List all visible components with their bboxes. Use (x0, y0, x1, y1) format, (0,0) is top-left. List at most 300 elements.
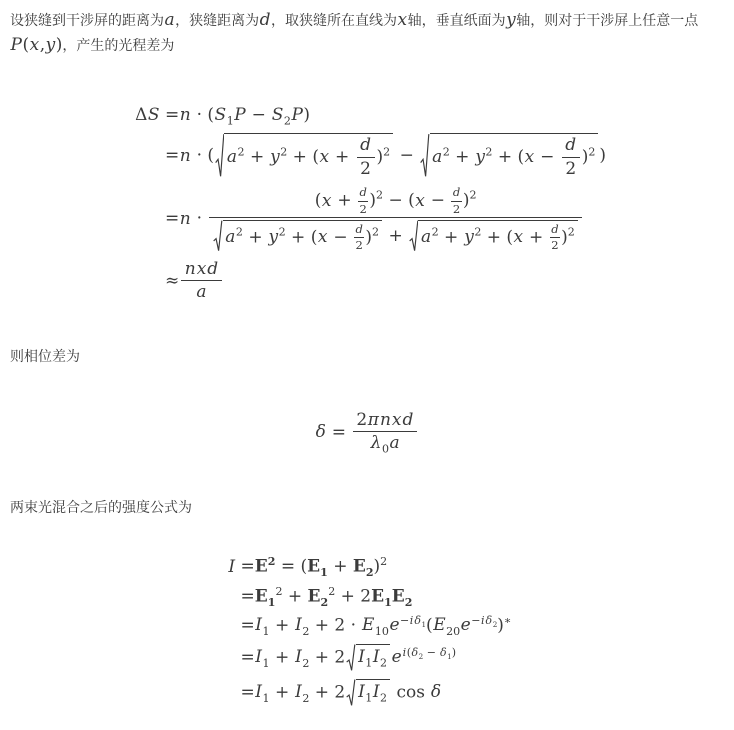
equation-line (223, 556, 512, 578)
math-text: 2 (359, 201, 367, 216)
math-symbol: E (361, 615, 375, 636)
math-text: · ( (191, 104, 215, 125)
equation-line (128, 133, 606, 179)
math-symbol: 1 (384, 595, 392, 609)
math-text: 1 (421, 619, 427, 629)
math-symbol: e (460, 615, 471, 636)
math-symbol: E (254, 557, 268, 578)
math-text: ) (376, 147, 384, 168)
math-symbol: E (391, 586, 405, 607)
radical-icon (346, 644, 355, 672)
math-symbol: S (147, 104, 160, 125)
math-text: − (394, 145, 420, 166)
math-text: + (244, 147, 270, 168)
math-symbol: I (228, 557, 236, 578)
sqrt-body (418, 220, 577, 253)
math-text: + (327, 557, 353, 578)
math-text: + (438, 227, 464, 248)
phase-difference-equation (10, 411, 724, 455)
math-text: = (240, 647, 255, 668)
math-text: 2 (485, 145, 493, 159)
fraction-denominator (209, 217, 581, 253)
math-symbol: P (234, 104, 246, 125)
math-symbol: , (39, 34, 46, 55)
math-symbol: ( (22, 34, 30, 55)
math-text: ( (314, 190, 322, 211)
math-text: ( (426, 615, 433, 636)
math-text: 2 (588, 145, 596, 159)
math-symbol: x (397, 10, 408, 30)
math-text: = (326, 422, 352, 443)
math-symbol: d (565, 135, 577, 156)
math-text: = (240, 682, 255, 703)
math-text: ) (599, 145, 606, 166)
math-text: 2 (383, 145, 391, 159)
math-subscript (382, 442, 389, 455)
math-symbol: E (254, 586, 268, 607)
math-symbol: d (360, 135, 371, 156)
math-symbol: a (164, 10, 175, 30)
math-text: 2 (328, 584, 336, 598)
math-superscript (504, 614, 512, 627)
sqrt-body (224, 133, 393, 179)
math-text: − (534, 147, 560, 168)
math-symbol: x (319, 147, 330, 168)
math-symbol: n (379, 409, 391, 430)
math-text: = (165, 104, 180, 125)
math-text: − (423, 645, 440, 659)
math-text: 2 (431, 225, 439, 239)
math-text: 设狭缝到干涉屏的距离为 (10, 12, 164, 28)
math-square-root (215, 133, 393, 179)
math-text: = (240, 586, 255, 607)
math-fraction (353, 411, 416, 455)
math-text: ≈ (165, 270, 180, 291)
math-symbol: 2 (365, 566, 374, 580)
math-text: 2 (235, 225, 243, 239)
math-text: 2 (567, 225, 575, 239)
math-text: + 2 (309, 682, 346, 703)
radical-icon (215, 133, 224, 179)
math-text: 2 (280, 145, 288, 159)
radical-icon (420, 133, 429, 179)
math-superscript (588, 146, 595, 159)
fraction-denominator (358, 201, 368, 216)
math-symbol: d (452, 185, 461, 200)
fraction-numerator (451, 186, 461, 200)
math-text: 1 (365, 691, 373, 705)
math-square-root (409, 220, 578, 253)
math-superscript (236, 226, 243, 239)
math-square-root (213, 220, 382, 253)
fraction-denominator (354, 237, 364, 252)
math-symbol: d (207, 258, 219, 279)
math-text: 2 (551, 238, 559, 253)
math-subscript (263, 657, 270, 670)
equation-line (128, 186, 606, 252)
math-superscript (471, 614, 497, 627)
math-text: ( (406, 645, 411, 659)
sqrt-body (430, 133, 599, 179)
math-text: ，取狭缝所在直线为 (271, 12, 398, 28)
math-symbol: a (226, 147, 238, 168)
fraction-denominator (451, 201, 461, 216)
math-superscript (383, 146, 390, 159)
math-text: + (269, 682, 295, 703)
math-text: ) (451, 645, 457, 659)
math-text: 2 (474, 225, 482, 239)
math-text: + ( (285, 227, 318, 248)
math-text: 2 (418, 651, 424, 661)
math-text: ) (303, 104, 311, 125)
math-text: 2 (565, 158, 577, 179)
fraction-numerator (562, 136, 580, 157)
equation-rhs (241, 556, 388, 578)
math-subscript (380, 656, 387, 669)
math-symbol: I (358, 646, 365, 667)
math-superscript (279, 226, 286, 239)
math-symbol: d (402, 409, 414, 430)
math-symbol: x (196, 258, 207, 279)
math-symbol: d (259, 10, 271, 30)
math-fraction (181, 260, 221, 303)
equation-lhs (128, 105, 160, 125)
math-symbol: x (391, 409, 402, 430)
math-text: + (269, 615, 295, 636)
math-symbol: S (271, 104, 284, 125)
math-symbol: E (371, 586, 385, 607)
math-text: ) (462, 190, 470, 211)
math-text: = (240, 615, 255, 636)
math-text: ) (365, 227, 373, 248)
math-symbol: δ (430, 682, 442, 703)
math-text: + (329, 147, 355, 168)
math-text: = (165, 208, 180, 229)
math-subscript (320, 566, 328, 579)
sqrt-body (356, 679, 391, 707)
math-text: 2 (302, 624, 310, 638)
math-text: 2 (283, 114, 291, 128)
fraction-denominator (357, 157, 375, 180)
math-symbol: e (389, 615, 400, 636)
equation-line (223, 679, 512, 707)
equation-body (315, 411, 419, 455)
math-superscript (238, 146, 245, 159)
math-text: − (400, 613, 410, 627)
math-text: + ( (481, 227, 514, 248)
sqrt-body (223, 220, 382, 253)
optical-path-difference-equation (10, 98, 724, 310)
math-symbol: E (433, 615, 446, 636)
math-text: ) (581, 147, 589, 168)
math-text: cos (391, 682, 431, 703)
math-symbol: P (10, 34, 22, 55)
math-symbol: 2 (267, 555, 276, 569)
equation-line (223, 615, 512, 637)
math-text: 1 (262, 656, 270, 670)
math-symbol: x (29, 34, 40, 55)
math-fraction (358, 186, 368, 216)
equation-block (128, 98, 606, 310)
radical-icon (213, 220, 222, 253)
math-symbol: S (214, 104, 227, 125)
math-text: 20 (446, 624, 461, 638)
math-text: + (331, 190, 357, 211)
intro-paragraph (10, 8, 724, 58)
fraction-denominator (353, 431, 416, 454)
math-fraction (562, 136, 580, 179)
math-text: 2 (275, 584, 283, 598)
equation-line (223, 644, 512, 672)
math-text: − (425, 190, 451, 211)
math-symbol: y (475, 147, 485, 168)
fraction-denominator (550, 237, 560, 252)
math-symbol: I (372, 646, 380, 667)
fraction-denominator (562, 157, 580, 180)
math-subscript (263, 625, 270, 638)
math-symbol: 2 (320, 595, 329, 609)
math-text: 2 (380, 656, 388, 670)
math-symbol: d (551, 221, 559, 236)
math-text: 1 (262, 691, 270, 705)
math-text: 2 (302, 691, 310, 705)
math-text: = (165, 145, 180, 166)
math-text: ，狭缝距离为 (175, 12, 260, 28)
math-text: 0 (381, 442, 389, 456)
math-text: · ( (191, 145, 215, 166)
math-text: · (191, 208, 208, 229)
math-text: 2 (237, 145, 245, 159)
math-text: + (383, 225, 409, 246)
math-square-root (346, 644, 390, 672)
math-text: 2 (302, 656, 310, 670)
math-text: + 2 (335, 586, 372, 607)
math-text: 2 (469, 188, 477, 202)
equation-line (223, 586, 512, 608)
math-symbol: n (179, 104, 191, 125)
math-text: ，产生的光程差为 (62, 36, 175, 53)
math-symbol: y (268, 227, 279, 248)
math-symbol: δ (315, 422, 326, 443)
math-symbol: I (358, 681, 365, 702)
math-symbol: n (179, 208, 191, 229)
math-text: − ( (383, 190, 415, 211)
math-subscript (380, 691, 387, 704)
math-fraction (209, 186, 581, 252)
math-text: 2 (360, 158, 371, 179)
math-text: − (246, 104, 272, 125)
math-symbol: x (513, 227, 524, 248)
math-text: 1 (262, 624, 270, 638)
math-text: 2 (442, 145, 450, 159)
math-symbol: I (295, 615, 302, 636)
math-symbol: a (225, 227, 236, 248)
math-symbol: x (524, 147, 535, 168)
equation-rhs (241, 679, 442, 707)
math-text: 1 (447, 651, 452, 661)
math-text: − (327, 227, 353, 248)
math-symbol: y (270, 147, 280, 168)
math-text: + 2 (309, 647, 346, 668)
math-symbol: n (184, 258, 196, 279)
equation-line (128, 105, 606, 126)
fraction-numerator (354, 223, 364, 237)
math-symbol: I (255, 647, 263, 668)
equation-rhs (241, 615, 512, 637)
math-text: 轴，垂直纸面为 (407, 12, 506, 28)
math-subscript (446, 625, 460, 638)
math-symbol: x (317, 227, 328, 248)
math-symbol: ) (55, 34, 63, 55)
math-subscript (366, 566, 374, 579)
math-text: ) (497, 615, 504, 636)
math-text: ∗ (503, 613, 512, 627)
math-text: + ( (287, 147, 319, 168)
fraction-numerator (358, 186, 368, 200)
math-text: 2 (492, 619, 498, 629)
math-text: + (449, 147, 475, 168)
math-symbol: 1 (267, 595, 276, 609)
math-symbol: d (355, 221, 363, 236)
math-symbol: δ (440, 645, 447, 659)
math-subscript (227, 114, 234, 127)
math-symbol: I (255, 682, 263, 703)
math-symbol: a (389, 433, 400, 454)
math-fraction (354, 223, 364, 253)
intensity-formula-label: 两束光混合之后的强度公式为 (10, 498, 192, 515)
math-superscript (443, 146, 450, 159)
math-subscript (405, 596, 413, 609)
math-symbol: e (391, 647, 402, 668)
math-text: 1 (226, 114, 234, 128)
math-square-root (420, 133, 598, 179)
math-symbol: π (367, 409, 379, 430)
fraction-numerator (209, 186, 581, 217)
math-symbol: i (402, 645, 407, 659)
math-superscript (376, 189, 383, 202)
math-text: + 2 · (309, 615, 362, 636)
math-symbol: a (420, 227, 432, 248)
intensity-formula-equation (10, 549, 724, 713)
math-text: + (242, 227, 268, 248)
math-symbol: E (307, 586, 321, 607)
math-fraction (451, 186, 461, 216)
math-text: + (282, 586, 308, 607)
equation-line (128, 260, 606, 303)
phase-difference-label: 则相位差为 (10, 347, 80, 364)
math-superscript (372, 226, 379, 239)
math-symbol: E (352, 557, 366, 578)
equation-rhs (165, 133, 606, 179)
math-symbol: x (321, 190, 332, 211)
math-superscript (568, 226, 575, 239)
equation-rhs (241, 644, 457, 672)
equation-rhs (165, 105, 310, 126)
math-symbol: Δ (135, 104, 148, 125)
equation-lhs (223, 557, 236, 577)
math-symbol: i (481, 613, 485, 627)
equation-rhs (165, 186, 584, 252)
math-text: + (523, 227, 549, 248)
math-text: + (269, 647, 295, 668)
math-symbol: P (291, 104, 303, 125)
math-text: = (240, 557, 255, 578)
math-fraction (550, 223, 560, 253)
math-subscript (284, 114, 291, 127)
equation-rhs (165, 260, 224, 303)
sqrt-body (356, 644, 391, 672)
equation-block (223, 549, 512, 713)
math-subscript (263, 692, 270, 705)
math-superscript (380, 555, 387, 568)
math-text: 10 (374, 624, 389, 638)
math-symbol: δ (411, 645, 419, 659)
math-symbol: I (295, 682, 302, 703)
math-text: ) (373, 557, 381, 578)
math-text: 2 (380, 555, 388, 569)
math-symbol: 1 (320, 566, 328, 580)
math-text: 2 (372, 225, 380, 239)
fraction-denominator (181, 280, 221, 303)
math-subscript (384, 596, 392, 609)
math-fraction (357, 136, 375, 179)
math-text: ) (369, 190, 377, 211)
math-superscript (402, 646, 456, 659)
math-text: 2 (380, 691, 388, 705)
math-symbol: E (307, 557, 321, 578)
math-text: 2 (355, 238, 363, 253)
equation-rhs (241, 586, 413, 608)
math-symbol: λ (370, 433, 382, 454)
fraction-numerator (550, 223, 560, 237)
math-text: ) (561, 227, 568, 248)
math-symbol: 2 (404, 595, 413, 609)
fraction-numerator (357, 136, 375, 157)
math-text: 2 (356, 409, 368, 430)
math-text: − (471, 613, 481, 627)
math-text: 2 (278, 225, 286, 239)
math-text: + ( (492, 147, 525, 168)
math-square-root (346, 679, 390, 707)
math-symbol: I (372, 681, 380, 702)
math-text: 2 (376, 188, 384, 202)
math-symbol: I (295, 647, 302, 668)
math-symbol: n (179, 145, 191, 166)
math-symbol: a (196, 282, 207, 303)
math-text: = ( (275, 557, 308, 578)
math-text: 2 (452, 201, 461, 216)
radical-icon (409, 220, 418, 253)
math-symbol: y (45, 34, 56, 55)
radical-icon (346, 679, 355, 707)
math-symbol: I (255, 615, 263, 636)
math-symbol: a (432, 147, 443, 168)
math-subscript (375, 625, 389, 638)
math-symbol: y (506, 10, 516, 30)
math-symbol: x (415, 190, 425, 211)
math-symbol: d (359, 185, 367, 200)
math-symbol: i (409, 613, 414, 627)
fraction-numerator (353, 411, 416, 432)
math-superscript (432, 226, 439, 239)
math-symbol: δ (414, 613, 421, 627)
math-symbol: δ (485, 613, 493, 627)
math-text: 1 (365, 656, 373, 670)
fraction-numerator (181, 260, 221, 281)
math-symbol: y (464, 227, 474, 248)
math-superscript (400, 614, 426, 627)
math-text: 轴，则对于干涉屏上任意一点 (516, 12, 699, 28)
